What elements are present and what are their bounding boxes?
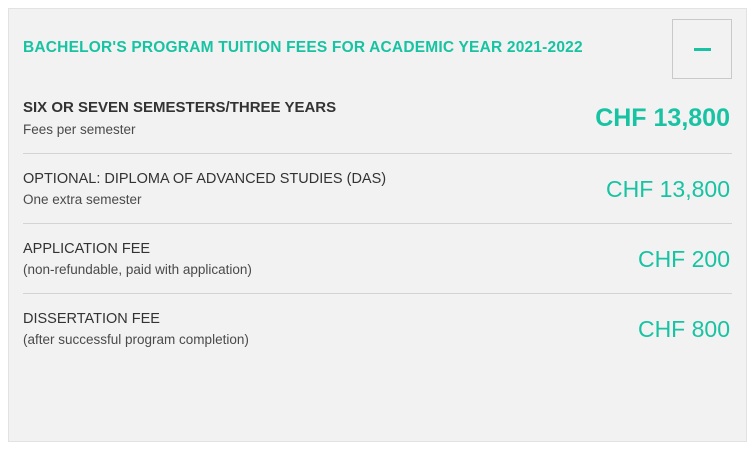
table-row	[23, 223, 732, 293]
panel-header	[9, 9, 746, 87]
table-row	[23, 153, 732, 223]
minus-icon	[694, 48, 711, 51]
fee-title: APPLICATION FEE	[23, 240, 151, 257]
collapse-button[interactable]	[672, 19, 732, 79]
fee-subtitle: (non-refundable, paid with application)	[23, 261, 252, 277]
fee-subtitle: (after successful program completion)	[23, 331, 249, 347]
fee-labels	[23, 310, 249, 349]
fee-rows	[9, 87, 746, 363]
tuition-fees-panel	[8, 8, 747, 442]
fee-title: SIX OR SEVEN SEMESTERS/THREE YEARS	[23, 99, 337, 116]
table-row	[23, 87, 732, 153]
fee-labels	[23, 170, 386, 209]
fee-labels	[23, 99, 336, 139]
fee-subtitle: One extra semester	[23, 191, 142, 207]
fee-title: DISSERTATION FEE	[23, 310, 160, 327]
fee-labels	[23, 240, 252, 279]
fee-amount: CHF 200	[637, 245, 730, 272]
fee-amount: CHF 13,800	[595, 104, 730, 133]
table-row	[23, 293, 732, 363]
page-title: BACHELOR'S PROGRAM TUITION FEES FOR ACADEMIC YEAR 2021-2022	[23, 38, 583, 56]
fee-amount: CHF 13,800	[605, 175, 730, 202]
fee-amount: CHF 800	[637, 315, 730, 342]
fee-title: OPTIONAL: DIPLOMA OF ADVANCED STUDIES (DAS)	[23, 170, 387, 187]
fee-subtitle: Fees per semester	[23, 121, 136, 137]
